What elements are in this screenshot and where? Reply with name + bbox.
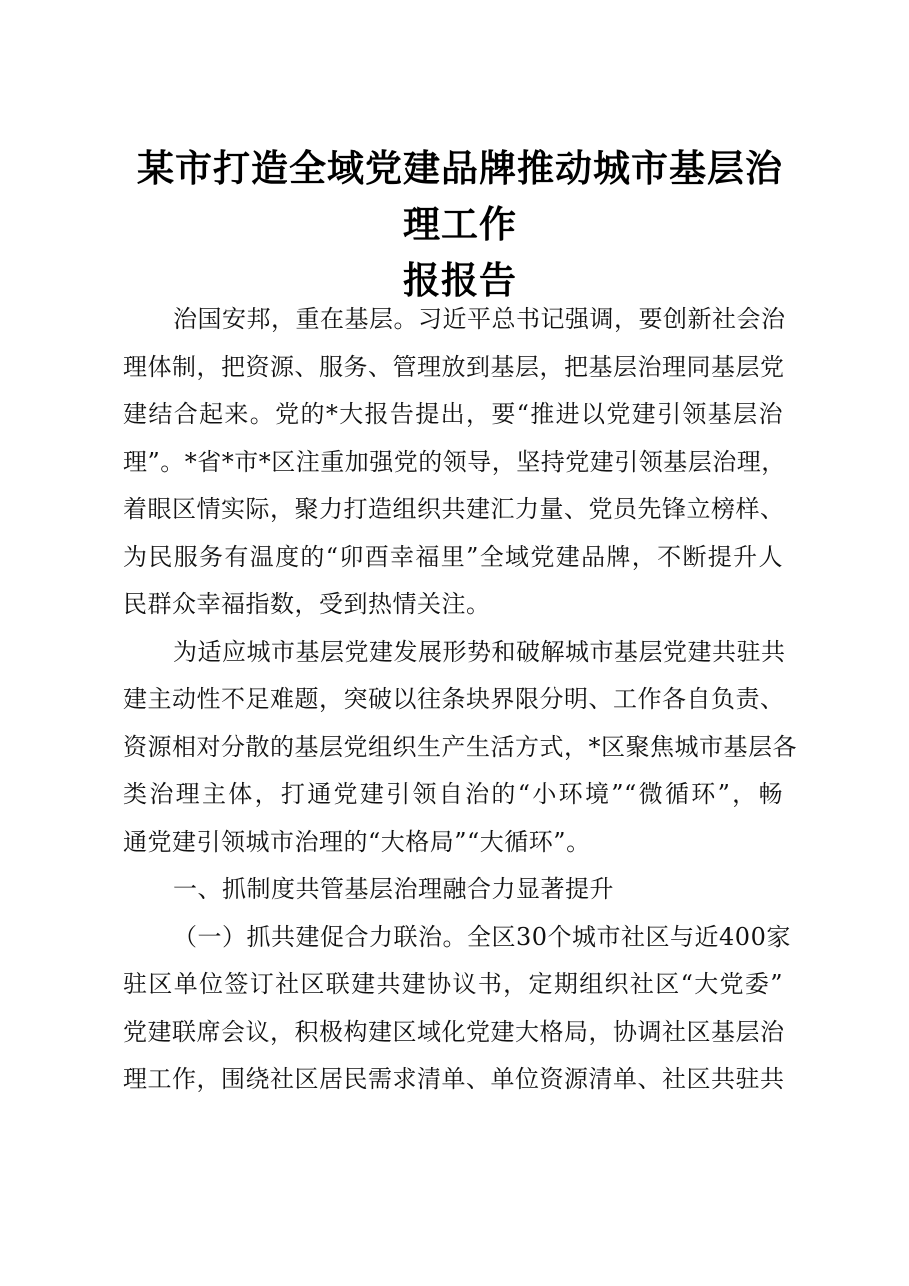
paragraph-line: 驻区单位签订社区联建共建协议书，定期组织社区“大党委”	[123, 970, 783, 998]
paragraph	[123, 296, 786, 629]
paragraph-line: 为民服务有温度的“卯酉幸福里”全域党建品牌，不断提升人	[123, 542, 783, 571]
paragraph-line: 着眼区情实际，聚力打造组织共建汇力量、党员先锋立榜样、	[123, 495, 785, 523]
paragraph-line: 类治理主体，打通党建引领自治的“小环境”“微循环”，畅	[123, 780, 783, 808]
paragraph-line: 理工作，围绕社区居民需求清单、单位资源清单、社区共驻共	[123, 1065, 785, 1093]
paragraph	[123, 914, 791, 1104]
paragraph-line: 为适应城市基层党建发展形势和破解城市基层党建共驻共	[173, 637, 786, 666]
document-title	[120, 140, 800, 308]
paragraph-line: 理”。*省*市*区注重加强党的领导，坚持党建引领基层治理，	[123, 447, 786, 476]
section-heading-text: 一、抓制度共管基层治理融合力显著提升	[173, 875, 614, 903]
paragraph-line: 党建联席会议，积极构建区域化党建大格局，协调社区基层治	[123, 1017, 785, 1046]
paragraph-line: （一）抓共建促合力联治。全区30个城市社区与近400家	[173, 922, 791, 951]
title-line-2: 报报告	[403, 258, 517, 302]
paragraph-line: 理体制，把资源、服务、管理放到基层，把基层治理同基层党	[123, 352, 785, 381]
paragraph-line: 治国安邦，重在基层。习近平总书记强调，要创新社会治	[173, 305, 786, 333]
paragraph-line: 建主动性不足难题，突破以往条块界限分明、工作各自负责、	[123, 685, 785, 713]
paragraph-line: 民群众幸福指数，受到热情关注。	[123, 590, 491, 618]
document-body	[123, 296, 797, 1104]
paragraph	[123, 629, 797, 867]
paragraph-line: 建结合起来。党的*大报告提出，要“推进以党建引领基层治	[123, 400, 783, 428]
section-heading	[123, 866, 783, 914]
title-line-1: 某市打造全域党建品牌推动城市基层治理工作	[137, 146, 783, 246]
paragraph-line: 通党建引领城市治理的“大格局”“大循环”。	[123, 827, 591, 856]
paragraph-line: 资源相对分散的基层党组织生产生活方式，*区聚焦城市基层各	[123, 732, 797, 761]
